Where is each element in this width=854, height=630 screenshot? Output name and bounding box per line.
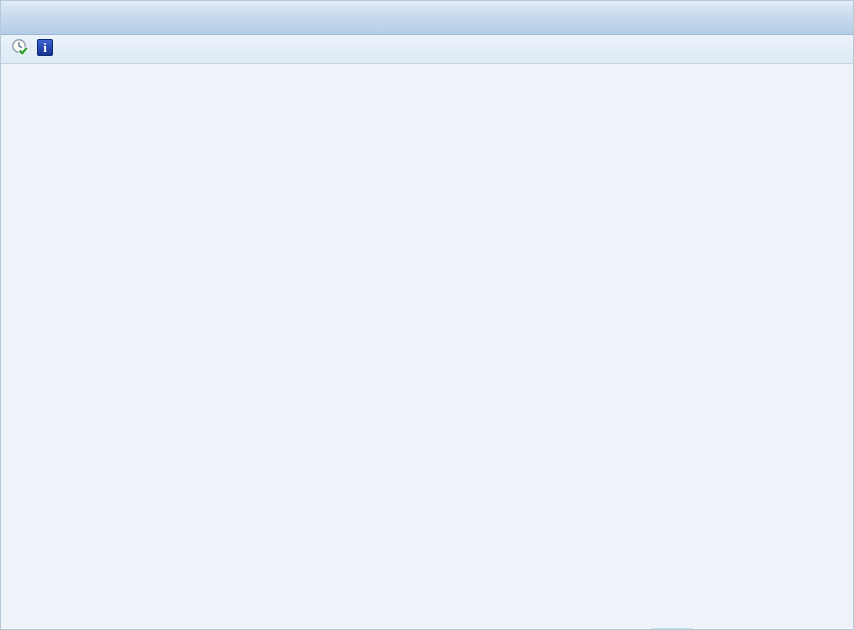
execute-icon — [11, 38, 30, 60]
information-button[interactable] — [34, 38, 56, 60]
execute-button[interactable] — [9, 38, 31, 60]
title-bar — [1, 1, 853, 35]
application-toolbar — [1, 35, 853, 64]
information-icon — [37, 39, 53, 59]
svg-text:i: i — [43, 40, 47, 55]
